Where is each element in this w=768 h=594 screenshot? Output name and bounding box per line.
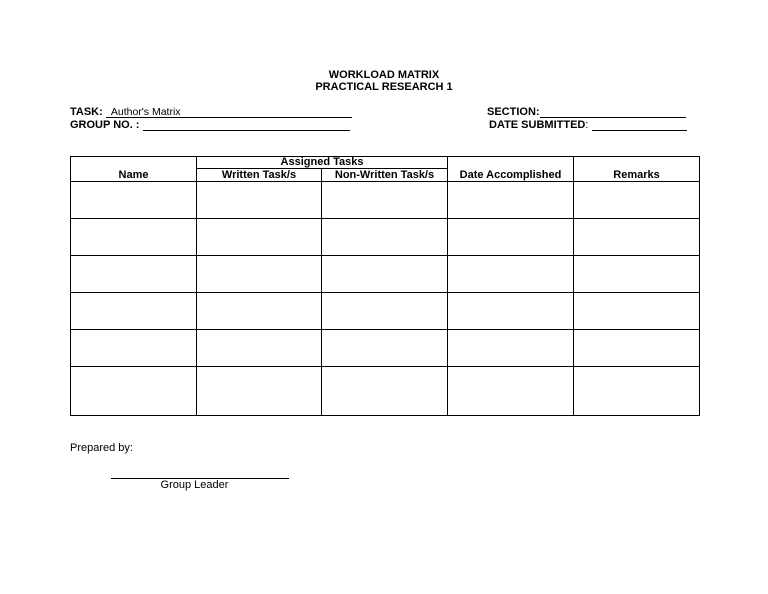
task-value[interactable]: Author's Matrix [106, 107, 352, 118]
cell-name[interactable] [71, 330, 197, 367]
cell-date-accomplished[interactable] [448, 182, 574, 219]
cell-remarks[interactable] [574, 330, 700, 367]
cell-written[interactable] [197, 330, 322, 367]
table-row [71, 256, 700, 293]
cell-non-written[interactable] [322, 293, 448, 330]
cell-non-written[interactable] [322, 219, 448, 256]
cell-written[interactable] [197, 293, 322, 330]
cell-remarks[interactable] [574, 182, 700, 219]
cell-date-accomplished[interactable] [448, 293, 574, 330]
group-value[interactable] [143, 120, 350, 131]
cell-date-accomplished[interactable] [448, 219, 574, 256]
cell-non-written[interactable] [322, 256, 448, 293]
group-field [70, 119, 350, 131]
cell-non-written[interactable] [322, 182, 448, 219]
cell-written[interactable] [197, 219, 322, 256]
date-submitted-field [489, 119, 687, 131]
table-row [71, 219, 700, 256]
workload-table [70, 156, 700, 416]
cell-name[interactable] [71, 219, 197, 256]
prepared-by-label: Prepared by: [70, 442, 133, 454]
header-assigned-tasks: Assigned Tasks [197, 157, 448, 169]
task-label: TASK: [70, 106, 103, 118]
header-written-tasks: Written Task/s [197, 169, 322, 182]
cell-remarks[interactable] [574, 256, 700, 293]
table-row [71, 293, 700, 330]
cell-written[interactable] [197, 182, 322, 219]
table-row [71, 367, 700, 416]
section-field [487, 106, 686, 118]
cell-remarks[interactable] [574, 293, 700, 330]
document-title: WORKLOAD MATRIX [328, 69, 440, 81]
header-date-accomplished: Date Accomplished [448, 157, 574, 182]
cell-date-accomplished[interactable] [448, 330, 574, 367]
date-submitted-label: DATE SUBMITTED [489, 119, 586, 131]
document-subtitle: PRACTICAL RESEARCH 1 [315, 81, 453, 93]
cell-name[interactable] [71, 256, 197, 293]
date-submitted-value[interactable] [592, 120, 687, 131]
cell-name[interactable] [71, 182, 197, 219]
section-value[interactable] [540, 107, 686, 118]
group-label: GROUP NO. : [70, 119, 140, 131]
cell-written[interactable] [197, 367, 322, 416]
cell-name[interactable] [71, 367, 197, 416]
task-field [70, 106, 352, 118]
header-name: Name [71, 157, 197, 182]
cell-non-written[interactable] [322, 367, 448, 416]
date-submitted-separator: : [585, 119, 589, 131]
signature-label: Group Leader [160, 479, 229, 491]
cell-written[interactable] [197, 256, 322, 293]
cell-name[interactable] [71, 293, 197, 330]
cell-date-accomplished[interactable] [448, 367, 574, 416]
cell-date-accomplished[interactable] [448, 256, 574, 293]
header-remarks: Remarks [574, 157, 700, 182]
cell-non-written[interactable] [322, 330, 448, 367]
cell-remarks[interactable] [574, 219, 700, 256]
section-label: SECTION: [487, 106, 540, 118]
header-non-written-tasks: Non-Written Task/s [322, 169, 448, 182]
cell-remarks[interactable] [574, 367, 700, 416]
table-row [71, 330, 700, 367]
table-row [71, 182, 700, 219]
